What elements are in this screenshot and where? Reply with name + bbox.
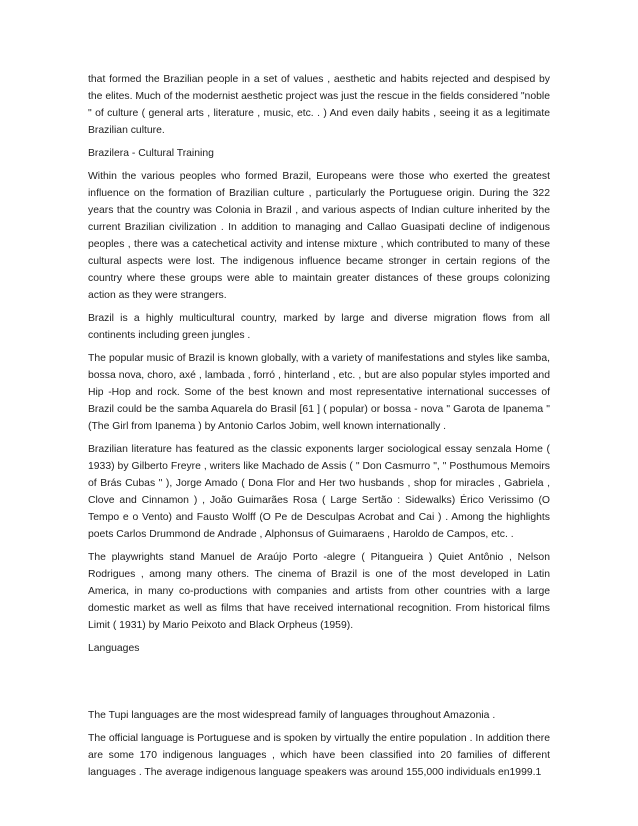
section-heading-languages: Languages bbox=[88, 643, 140, 654]
paragraph-playwrights-cinema: The playwrights stand Manuel de Araújo Porto -alegre ( Pitangueira ) Quiet Antônio , Nelson Rodrigues , among many others. The cinema of Brazil is one of the most developed in Latin America, in many co-productions with companies and artists from other countries with a large domestic market as well as films that have received international recognition. From historical films Limit ( 1931) by Mario Peixoto and Black Orpheus (1959). bbox=[88, 552, 550, 631]
section-heading-cultural-training: Brazilera - Cultural Training bbox=[88, 148, 214, 159]
paragraph-tupi: The Tupi languages are the most widespread family of languages throughout Amazonia . bbox=[88, 710, 496, 721]
paragraph-multicultural: Brazil is a highly multicultural country, marked by large and diverse migration flows from all continents including green jungles . bbox=[88, 313, 550, 341]
paragraph-peoples: Within the various peoples who formed Brazil, Europeans were those who exerted the greatest influence on the formation of Brazilian culture , particularly the Portuguese origin. During the 322 years that the country was Colonia in Brazil , and various aspects of Indian culture inherited by the current Brazilian civilization . In addition to managing and Callao Guasipati decline of indigenous peoples , there was a catechetical activity and intense mixture , which contributed to many of these cultural aspects were lost. The indigenous influence became stronger in certain regions of the country where these groups were able to maintain greater distances of these groups colonizing action as they were strangers. bbox=[88, 171, 550, 301]
paragraph-literature: Brazilian literature has featured as the classic exponents larger sociological essay senzala Home ( 1933) by Gilberto Freyre , writers like Machado de Assis ( " Don Casmurro ", " Posthumous Memoirs of Brás Cubas " ), Jorge Amado ( Dona Flor and Her two husbands , shop for miracles , Gabriela , Clove and Cinnamon ) , João Guimarães Rosa ( Large Sertão : Sidewalks) Érico Verissimo (O Tempo e o Vento) and Fausto Wolff (O Pe de Desculpas Acrobat and Cai ) . Among the highlights poets Carlos Drummond de Andrade , Alphonsus of Guimaraens , Haroldo de Campos, etc. . bbox=[88, 444, 550, 540]
blank-space bbox=[88, 663, 550, 707]
paragraph-official-language: The official language is Portuguese and is spoken by virtually the entire population . In addition there are some 170 indigenous languages , which have been classified into 20 families of different languages . The average indigenous language speakers was around 155,000 individuals en1999.1 bbox=[88, 733, 550, 778]
document-body bbox=[88, 71, 550, 787]
paragraph-music: The popular music of Brazil is known globally, with a variety of manifestations and styles like samba, bossa nova, choro, axé , lambada , forró , hinterland , etc. , but are also popular styles imported and Hip -Hop and rock. Some of the best known and most representative international successes of Brazil could be the samba Aquarela do Brasil [61 ] ( popular) or bossa - nova " Garota de Ipanema " (The Girl from Ipanema ) by Antonio Carlos Jobim, well known internationally . bbox=[88, 353, 550, 432]
paragraph-intro: that formed the Brazilian people in a set of values , aesthetic and habits rejected and despised by the elites. Much of the modernist aesthetic project was just the rescue in the fields considered "noble " of culture ( general arts , literature , music, etc. . ) And even daily habits , seeing it as a legitimate Brazilian culture. bbox=[88, 74, 550, 136]
